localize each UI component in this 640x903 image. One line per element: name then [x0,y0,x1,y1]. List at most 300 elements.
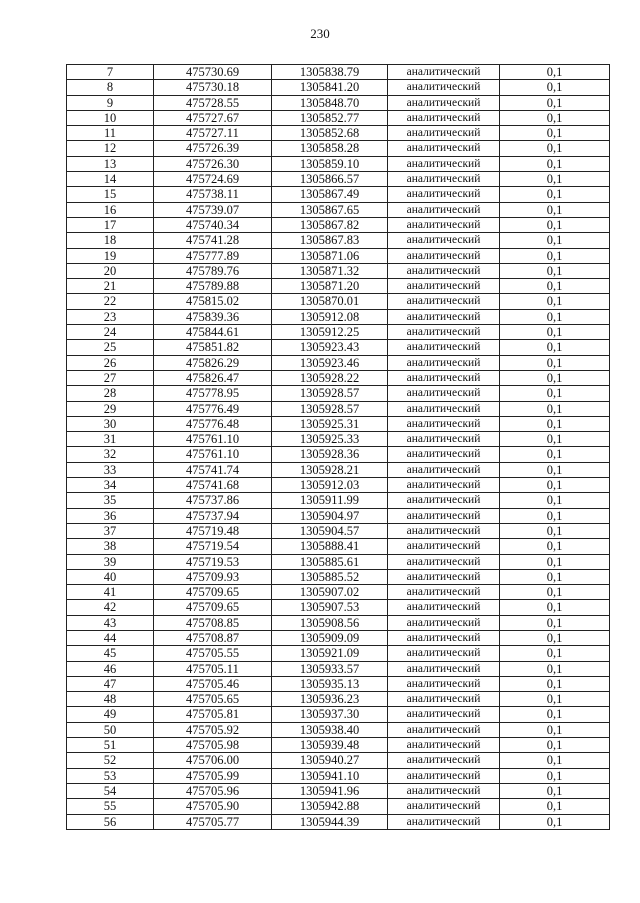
accuracy-cell: 0,1 [500,600,610,615]
accuracy-cell: 0,1 [500,386,610,401]
point-number-cell: 29 [67,401,154,416]
y-coordinate-cell: 1305904.57 [272,523,388,538]
y-coordinate-cell: 1305841.20 [272,80,388,95]
table-row [67,539,610,554]
x-coordinate-cell: 475705.46 [154,676,272,691]
method-cell: аналитический [388,202,500,217]
point-number-cell: 38 [67,539,154,554]
table-row [67,156,610,171]
method-cell: аналитический [388,722,500,737]
accuracy-cell: 0,1 [500,432,610,447]
y-coordinate-cell: 1305838.79 [272,65,388,80]
accuracy-cell: 0,1 [500,156,610,171]
table-row [67,462,610,477]
y-coordinate-cell: 1305911.99 [272,493,388,508]
method-cell: аналитический [388,370,500,385]
table-row [67,814,610,829]
y-coordinate-cell: 1305907.02 [272,585,388,600]
method-cell: аналитический [388,478,500,493]
table-row [67,630,610,645]
x-coordinate-cell: 475777.89 [154,248,272,263]
x-coordinate-cell: 475844.61 [154,325,272,340]
method-cell: аналитический [388,661,500,676]
x-coordinate-cell: 475730.69 [154,65,272,80]
table-row [67,126,610,141]
point-number-cell: 11 [67,126,154,141]
x-coordinate-cell: 475726.39 [154,141,272,156]
x-coordinate-cell: 475719.54 [154,539,272,554]
y-coordinate-cell: 1305921.09 [272,646,388,661]
x-coordinate-cell: 475705.55 [154,646,272,661]
table-row [67,646,610,661]
method-cell: аналитический [388,340,500,355]
accuracy-cell: 0,1 [500,325,610,340]
point-number-cell: 40 [67,569,154,584]
table-row [67,233,610,248]
x-coordinate-cell: 475727.11 [154,126,272,141]
method-cell: аналитический [388,279,500,294]
table-row [67,753,610,768]
point-number-cell: 17 [67,217,154,232]
accuracy-cell: 0,1 [500,738,610,753]
y-coordinate-cell: 1305908.56 [272,615,388,630]
point-number-cell: 32 [67,447,154,462]
y-coordinate-cell: 1305867.49 [272,187,388,202]
table-row [67,585,610,600]
method-cell: аналитический [388,554,500,569]
point-number-cell: 55 [67,799,154,814]
method-cell: аналитический [388,126,500,141]
y-coordinate-cell: 1305871.20 [272,279,388,294]
method-cell: аналитический [388,615,500,630]
method-cell: аналитический [388,508,500,523]
method-cell: аналитический [388,294,500,309]
point-number-cell: 45 [67,646,154,661]
table-row [67,386,610,401]
point-number-cell: 41 [67,585,154,600]
accuracy-cell: 0,1 [500,661,610,676]
y-coordinate-cell: 1305928.57 [272,401,388,416]
x-coordinate-cell: 475761.10 [154,432,272,447]
table-row [67,554,610,569]
x-coordinate-cell: 475709.65 [154,600,272,615]
method-cell: аналитический [388,172,500,187]
point-number-cell: 44 [67,630,154,645]
point-number-cell: 12 [67,141,154,156]
y-coordinate-cell: 1305907.53 [272,600,388,615]
table-row [67,478,610,493]
accuracy-cell: 0,1 [500,279,610,294]
y-coordinate-cell: 1305867.83 [272,233,388,248]
method-cell: аналитический [388,462,500,477]
point-number-cell: 21 [67,279,154,294]
x-coordinate-cell: 475709.65 [154,585,272,600]
y-coordinate-cell: 1305885.61 [272,554,388,569]
method-cell: аналитический [388,80,500,95]
point-number-cell: 23 [67,309,154,324]
y-coordinate-cell: 1305944.39 [272,814,388,829]
point-number-cell: 34 [67,478,154,493]
point-number-cell: 49 [67,707,154,722]
method-cell: аналитический [388,600,500,615]
method-cell: аналитический [388,95,500,110]
accuracy-cell: 0,1 [500,355,610,370]
x-coordinate-cell: 475815.02 [154,294,272,309]
table-row [67,799,610,814]
point-number-cell: 50 [67,722,154,737]
y-coordinate-cell: 1305871.06 [272,248,388,263]
y-coordinate-cell: 1305888.41 [272,539,388,554]
x-coordinate-cell: 475730.18 [154,80,272,95]
y-coordinate-cell: 1305866.57 [272,172,388,187]
method-cell: аналитический [388,585,500,600]
table-row [67,783,610,798]
accuracy-cell: 0,1 [500,692,610,707]
x-coordinate-cell: 475789.88 [154,279,272,294]
table-row [67,508,610,523]
y-coordinate-cell: 1305912.03 [272,478,388,493]
accuracy-cell: 0,1 [500,554,610,569]
table-row [67,263,610,278]
y-coordinate-cell: 1305858.28 [272,141,388,156]
table-row [67,447,610,462]
method-cell: аналитический [388,569,500,584]
x-coordinate-cell: 475776.49 [154,401,272,416]
table-row [67,661,610,676]
method-cell: аналитический [388,355,500,370]
table-row [67,279,610,294]
y-coordinate-cell: 1305942.88 [272,799,388,814]
point-number-cell: 35 [67,493,154,508]
accuracy-cell: 0,1 [500,630,610,645]
table-row [67,692,610,707]
accuracy-cell: 0,1 [500,722,610,737]
point-number-cell: 51 [67,738,154,753]
y-coordinate-cell: 1305852.77 [272,110,388,125]
coordinates-table [66,64,610,830]
accuracy-cell: 0,1 [500,202,610,217]
y-coordinate-cell: 1305870.01 [272,294,388,309]
table-row [67,523,610,538]
y-coordinate-cell: 1305940.27 [272,753,388,768]
y-coordinate-cell: 1305904.97 [272,508,388,523]
accuracy-cell: 0,1 [500,370,610,385]
y-coordinate-cell: 1305852.68 [272,126,388,141]
y-coordinate-cell: 1305941.10 [272,768,388,783]
x-coordinate-cell: 475719.53 [154,554,272,569]
y-coordinate-cell: 1305935.13 [272,676,388,691]
accuracy-cell: 0,1 [500,95,610,110]
table-row [67,370,610,385]
point-number-cell: 26 [67,355,154,370]
method-cell: аналитический [388,325,500,340]
accuracy-cell: 0,1 [500,110,610,125]
y-coordinate-cell: 1305939.48 [272,738,388,753]
point-number-cell: 13 [67,156,154,171]
point-number-cell: 25 [67,340,154,355]
y-coordinate-cell: 1305928.57 [272,386,388,401]
x-coordinate-cell: 475776.48 [154,416,272,431]
point-number-cell: 20 [67,263,154,278]
point-number-cell: 28 [67,386,154,401]
table-row [67,110,610,125]
y-coordinate-cell: 1305925.31 [272,416,388,431]
point-number-cell: 22 [67,294,154,309]
method-cell: аналитический [388,217,500,232]
method-cell: аналитический [388,187,500,202]
accuracy-cell: 0,1 [500,523,610,538]
point-number-cell: 10 [67,110,154,125]
method-cell: аналитический [388,523,500,538]
x-coordinate-cell: 475839.36 [154,309,272,324]
accuracy-cell: 0,1 [500,753,610,768]
x-coordinate-cell: 475705.98 [154,738,272,753]
table-row [67,202,610,217]
method-cell: аналитический [388,646,500,661]
accuracy-cell: 0,1 [500,814,610,829]
point-number-cell: 19 [67,248,154,263]
point-number-cell: 14 [67,172,154,187]
accuracy-cell: 0,1 [500,646,610,661]
x-coordinate-cell: 475851.82 [154,340,272,355]
point-number-cell: 15 [67,187,154,202]
table-row [67,340,610,355]
method-cell: аналитический [388,493,500,508]
table-row [67,569,610,584]
method-cell: аналитический [388,65,500,80]
y-coordinate-cell: 1305867.82 [272,217,388,232]
table-row [67,768,610,783]
point-number-cell: 52 [67,753,154,768]
table-row [67,615,610,630]
method-cell: аналитический [388,110,500,125]
x-coordinate-cell: 475740.34 [154,217,272,232]
accuracy-cell: 0,1 [500,768,610,783]
table-row [67,676,610,691]
method-cell: аналитический [388,141,500,156]
table-row [67,294,610,309]
x-coordinate-cell: 475728.55 [154,95,272,110]
method-cell: аналитический [388,676,500,691]
accuracy-cell: 0,1 [500,799,610,814]
x-coordinate-cell: 475741.74 [154,462,272,477]
x-coordinate-cell: 475705.92 [154,722,272,737]
method-cell: аналитический [388,263,500,278]
accuracy-cell: 0,1 [500,569,610,584]
y-coordinate-cell: 1305923.43 [272,340,388,355]
table-row [67,401,610,416]
table-row [67,722,610,737]
accuracy-cell: 0,1 [500,615,610,630]
table-row [67,325,610,340]
point-number-cell: 9 [67,95,154,110]
point-number-cell: 7 [67,65,154,80]
accuracy-cell: 0,1 [500,80,610,95]
method-cell: аналитический [388,416,500,431]
accuracy-cell: 0,1 [500,478,610,493]
method-cell: аналитический [388,799,500,814]
accuracy-cell: 0,1 [500,508,610,523]
y-coordinate-cell: 1305941.96 [272,783,388,798]
x-coordinate-cell: 475708.87 [154,630,272,645]
y-coordinate-cell: 1305928.21 [272,462,388,477]
accuracy-cell: 0,1 [500,263,610,278]
method-cell: аналитический [388,447,500,462]
y-coordinate-cell: 1305928.22 [272,370,388,385]
table-row [67,355,610,370]
method-cell: аналитический [388,753,500,768]
y-coordinate-cell: 1305912.08 [272,309,388,324]
point-number-cell: 30 [67,416,154,431]
method-cell: аналитический [388,386,500,401]
x-coordinate-cell: 475708.85 [154,615,272,630]
method-cell: аналитический [388,309,500,324]
table-row [67,65,610,80]
point-number-cell: 31 [67,432,154,447]
method-cell: аналитический [388,630,500,645]
table-row [67,416,610,431]
x-coordinate-cell: 475709.93 [154,569,272,584]
table-row [67,309,610,324]
point-number-cell: 16 [67,202,154,217]
point-number-cell: 18 [67,233,154,248]
accuracy-cell: 0,1 [500,416,610,431]
x-coordinate-cell: 475705.77 [154,814,272,829]
page-number: 230 [310,26,330,41]
y-coordinate-cell: 1305933.57 [272,661,388,676]
accuracy-cell: 0,1 [500,676,610,691]
point-number-cell: 36 [67,508,154,523]
x-coordinate-cell: 475726.30 [154,156,272,171]
accuracy-cell: 0,1 [500,294,610,309]
point-number-cell: 48 [67,692,154,707]
method-cell: аналитический [388,539,500,554]
method-cell: аналитический [388,156,500,171]
accuracy-cell: 0,1 [500,707,610,722]
accuracy-cell: 0,1 [500,141,610,156]
table-row [67,95,610,110]
method-cell: аналитический [388,401,500,416]
point-number-cell: 24 [67,325,154,340]
x-coordinate-cell: 475705.81 [154,707,272,722]
x-coordinate-cell: 475826.47 [154,370,272,385]
method-cell: аналитический [388,768,500,783]
table-row [67,187,610,202]
x-coordinate-cell: 475719.48 [154,523,272,538]
table-row [67,248,610,263]
x-coordinate-cell: 475705.99 [154,768,272,783]
x-coordinate-cell: 475705.11 [154,661,272,676]
x-coordinate-cell: 475705.65 [154,692,272,707]
y-coordinate-cell: 1305912.25 [272,325,388,340]
y-coordinate-cell: 1305937.30 [272,707,388,722]
x-coordinate-cell: 475778.95 [154,386,272,401]
accuracy-cell: 0,1 [500,172,610,187]
accuracy-cell: 0,1 [500,585,610,600]
table-row [67,600,610,615]
table-row [67,707,610,722]
table-row [67,80,610,95]
accuracy-cell: 0,1 [500,539,610,554]
accuracy-cell: 0,1 [500,217,610,232]
point-number-cell: 56 [67,814,154,829]
x-coordinate-cell: 475826.29 [154,355,272,370]
accuracy-cell: 0,1 [500,309,610,324]
point-number-cell: 42 [67,600,154,615]
point-number-cell: 39 [67,554,154,569]
x-coordinate-cell: 475706.00 [154,753,272,768]
y-coordinate-cell: 1305867.65 [272,202,388,217]
x-coordinate-cell: 475737.86 [154,493,272,508]
accuracy-cell: 0,1 [500,248,610,263]
method-cell: аналитический [388,707,500,722]
accuracy-cell: 0,1 [500,462,610,477]
table-row [67,217,610,232]
method-cell: аналитический [388,248,500,263]
accuracy-cell: 0,1 [500,233,610,248]
x-coordinate-cell: 475705.90 [154,799,272,814]
accuracy-cell: 0,1 [500,187,610,202]
point-number-cell: 37 [67,523,154,538]
x-coordinate-cell: 475761.10 [154,447,272,462]
method-cell: аналитический [388,692,500,707]
point-number-cell: 43 [67,615,154,630]
point-number-cell: 54 [67,783,154,798]
accuracy-cell: 0,1 [500,126,610,141]
x-coordinate-cell: 475724.69 [154,172,272,187]
y-coordinate-cell: 1305871.32 [272,263,388,278]
point-number-cell: 27 [67,370,154,385]
x-coordinate-cell: 475741.68 [154,478,272,493]
x-coordinate-cell: 475737.94 [154,508,272,523]
point-number-cell: 33 [67,462,154,477]
point-number-cell: 47 [67,676,154,691]
x-coordinate-cell: 475741.28 [154,233,272,248]
accuracy-cell: 0,1 [500,493,610,508]
method-cell: аналитический [388,814,500,829]
y-coordinate-cell: 1305923.46 [272,355,388,370]
y-coordinate-cell: 1305938.40 [272,722,388,737]
table-row [67,432,610,447]
x-coordinate-cell: 475738.11 [154,187,272,202]
y-coordinate-cell: 1305925.33 [272,432,388,447]
method-cell: аналитический [388,233,500,248]
y-coordinate-cell: 1305909.09 [272,630,388,645]
point-number-cell: 46 [67,661,154,676]
y-coordinate-cell: 1305859.10 [272,156,388,171]
accuracy-cell: 0,1 [500,401,610,416]
table-row [67,493,610,508]
table-row [67,172,610,187]
table-row [67,738,610,753]
y-coordinate-cell: 1305848.70 [272,95,388,110]
x-coordinate-cell: 475727.67 [154,110,272,125]
y-coordinate-cell: 1305885.52 [272,569,388,584]
y-coordinate-cell: 1305936.23 [272,692,388,707]
accuracy-cell: 0,1 [500,65,610,80]
point-number-cell: 53 [67,768,154,783]
accuracy-cell: 0,1 [500,340,610,355]
method-cell: аналитический [388,783,500,798]
table-row [67,141,610,156]
method-cell: аналитический [388,432,500,447]
accuracy-cell: 0,1 [500,783,610,798]
y-coordinate-cell: 1305928.36 [272,447,388,462]
x-coordinate-cell: 475739.07 [154,202,272,217]
accuracy-cell: 0,1 [500,447,610,462]
point-number-cell: 8 [67,80,154,95]
x-coordinate-cell: 475705.96 [154,783,272,798]
